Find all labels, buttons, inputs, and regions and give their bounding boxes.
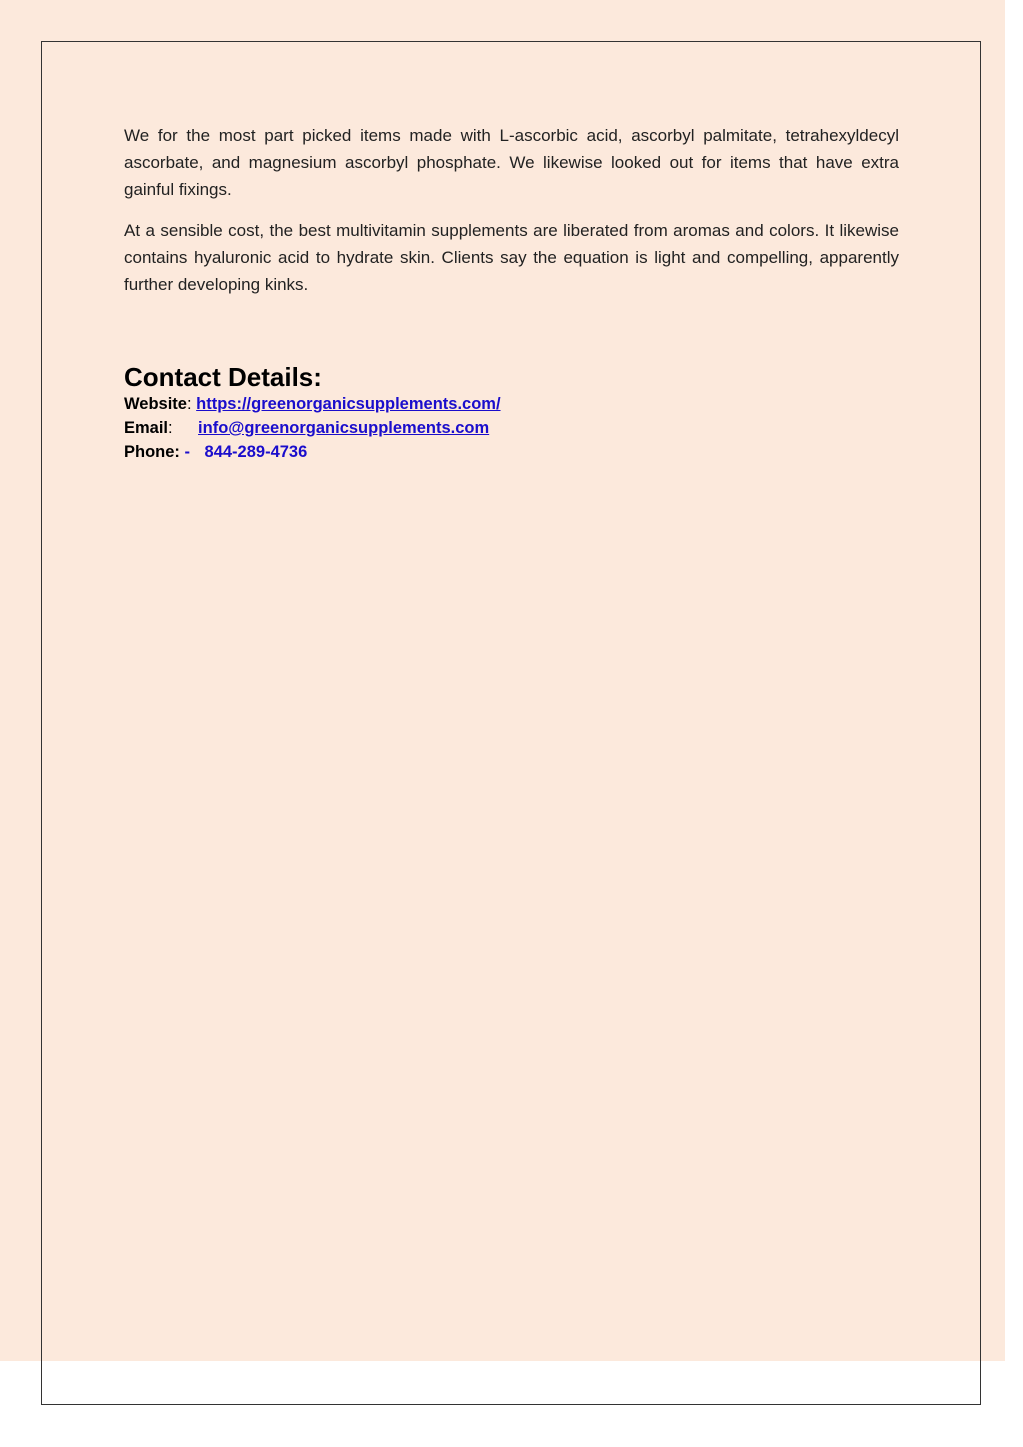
body-paragraph-2: At a sensible cost, the best multivitamin supplements are liberated from aromas and colors. It likewise contains hyaluronic acid to hydrate skin. Clients say the equation is light and compelling, apparently further developing kinks. (124, 221, 899, 294)
phone-label: Phone: (124, 443, 180, 461)
page-content (124, 122, 899, 464)
phone-dash: - (184, 443, 191, 461)
phone-number: 844-289-4736 (204, 443, 308, 461)
email-separator: : (168, 419, 173, 437)
body-paragraph-1: We for the most part picked items made with L-ascorbic acid, ascorbyl palmitate, tetrahexyldecyl ascorbate, and magnesium ascorbyl phosphate. We likewise looked out for items that have extra gainful fixings. (124, 126, 899, 199)
email-label: Email (124, 419, 169, 437)
contact-heading: Contact Details: (124, 362, 322, 392)
contact-phone-row (124, 440, 899, 464)
website-separator: : (186, 395, 192, 413)
contact-website-row (124, 392, 899, 416)
contact-email-row (124, 416, 899, 440)
website-label: Website (124, 395, 187, 413)
website-link[interactable]: https://greenorganicsupplements.com/ (196, 395, 501, 413)
email-link[interactable]: info@greenorganicsupplements.com (198, 419, 490, 437)
